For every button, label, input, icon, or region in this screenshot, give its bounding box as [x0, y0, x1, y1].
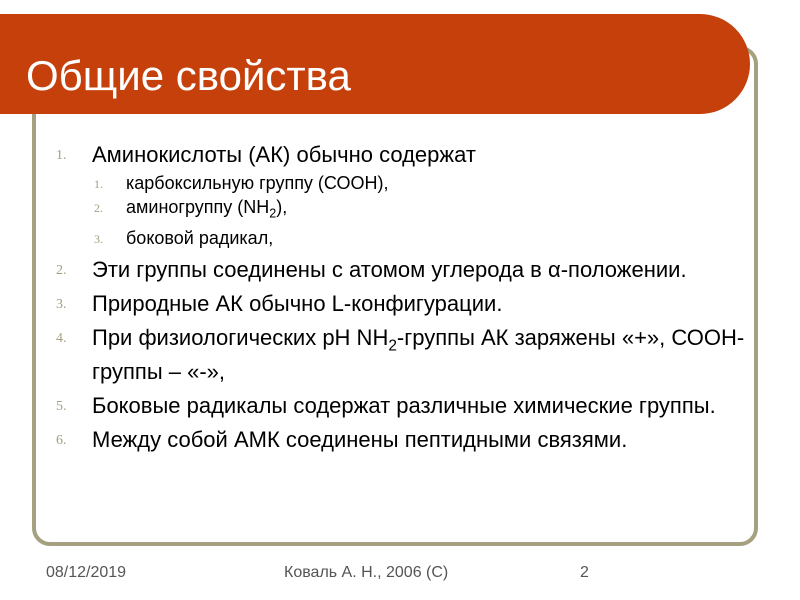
- list-number: 2.: [56, 262, 67, 278]
- list-item-text: Между собой АМК соединены пептидными связями.: [92, 426, 628, 452]
- list-number: 4.: [56, 330, 67, 346]
- list-item: [46, 427, 746, 453]
- list-item: [46, 393, 746, 419]
- list-number: 1.: [56, 148, 67, 163]
- text-part: При физиологических рН NH: [92, 324, 389, 350]
- sub-list-number: 1.: [94, 177, 103, 191]
- text-part: -группы АК заряжены «+», СООН-группы – «-»,: [92, 324, 745, 384]
- sub-list-number: 2.: [94, 201, 103, 215]
- list-item-text: [92, 325, 746, 385]
- list-item-text: Природные АК обычно L-конфигурации.: [92, 290, 503, 316]
- footer-date: 08/12/2019: [46, 564, 127, 581]
- sub-list-item-text: [126, 196, 746, 225]
- list-item-text: Эти группы соединены с атомом углерода в α-положении.: [92, 256, 687, 282]
- slide-content: [46, 142, 746, 461]
- sub-list-number: 3.: [94, 231, 103, 246]
- list-item-text: Аминокислоты (АК) обычно содержат: [92, 142, 476, 167]
- footer-author: Коваль А. Н., 2006 (С): [284, 564, 449, 581]
- list-item: [46, 257, 746, 283]
- footer-page-number: 2: [580, 564, 589, 581]
- list-item: [46, 142, 746, 249]
- text-part: аминогруппу (NH: [126, 197, 270, 217]
- sub-list-item-text: боковой радикал,: [126, 227, 274, 248]
- list-number: 6.: [56, 432, 67, 448]
- sub-list-item: [92, 196, 746, 225]
- list-item-text: Боковые радикалы содержат различные химические группы.: [92, 392, 716, 418]
- sub-list-item: [92, 172, 746, 194]
- title-bar: [0, 14, 750, 114]
- subscript: 2: [269, 206, 277, 221]
- list-number: 5.: [56, 398, 67, 414]
- subscript: 2: [388, 336, 397, 354]
- list-item: [46, 325, 746, 385]
- list-item: [46, 291, 746, 317]
- main-list: [46, 142, 746, 453]
- list-number: 3.: [56, 296, 67, 312]
- text-part: ),: [276, 197, 288, 217]
- sub-list-item: [92, 227, 746, 249]
- sub-list-item-text: карбоксильную группу (СООН),: [126, 173, 389, 193]
- slide-title: Общие свойства: [26, 52, 351, 99]
- sub-list: [92, 172, 746, 249]
